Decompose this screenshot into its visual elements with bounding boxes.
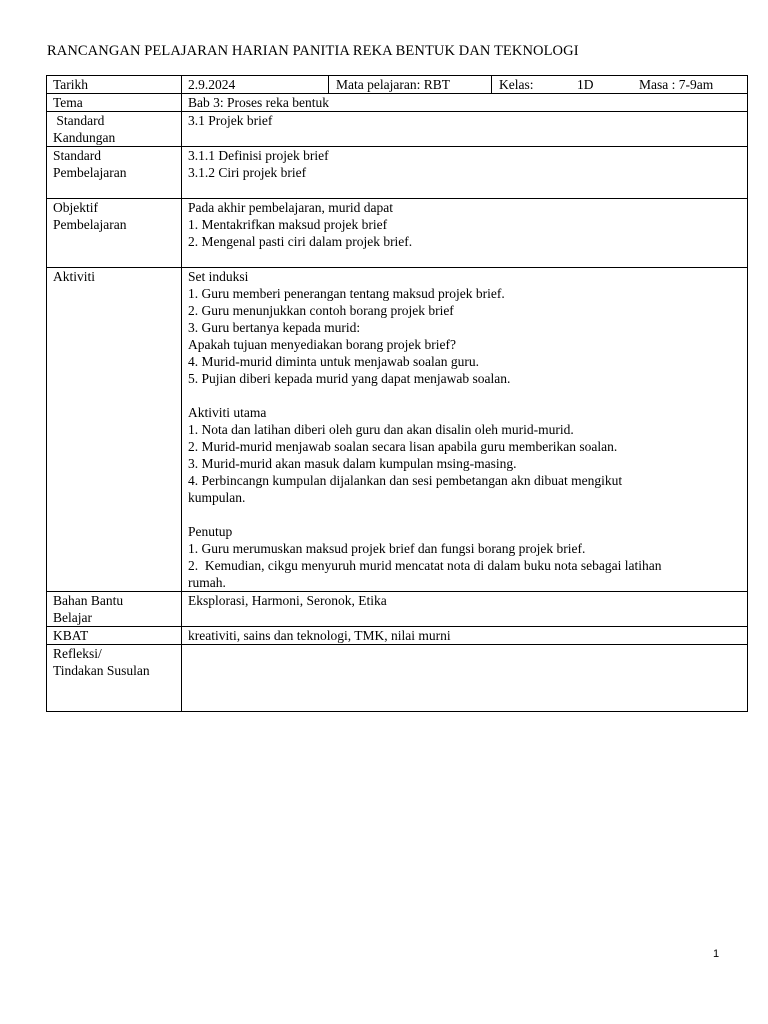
bahan-label-line: Belajar — [53, 610, 92, 625]
sp-label-line: Standard — [53, 148, 101, 163]
tema-value: Bab 3: Proses reka bentuk — [182, 94, 748, 112]
penutup-heading: Penutup — [188, 524, 233, 539]
objektif-line: 1. Mentakrifkan maksud projek brief — [188, 217, 388, 232]
aktiviti-label: Aktiviti — [47, 268, 182, 592]
induksi-heading: Set induksi — [188, 269, 249, 284]
bahan-label-line: Bahan Bantu — [53, 593, 124, 608]
objektif-line: 2. Mengenal pasti ciri dalam projek brief. — [188, 234, 413, 249]
date-value: 2.9.2024 — [188, 76, 329, 93]
refleksi-value — [182, 645, 748, 712]
tarikh-label: Tarikh — [47, 76, 182, 94]
row-kbat — [47, 627, 748, 645]
objektif-line: Pada akhir pembelajaran, murid dapat — [188, 200, 394, 215]
row-objektif — [47, 199, 748, 268]
lesson-plan-table — [46, 75, 748, 712]
class-value: 1D — [577, 77, 594, 92]
objektif-label — [47, 199, 182, 268]
utama-line: kumpulan. — [188, 490, 246, 505]
utama-line: 2. Murid-murid menjawab soalan secara lisan apabila guru memberikan soalan. — [188, 439, 618, 454]
sp-label-line: Pembelajaran — [53, 165, 127, 180]
objektif-label-line: Objektif — [53, 200, 98, 215]
sk-value: 3.1 Projek brief — [182, 112, 748, 147]
kbat-value: kreativiti, sains dan teknologi, TMK, nilai murni — [182, 627, 748, 645]
page-title: RANCANGAN PELAJARAN HARIAN PANITIA REKA BENTUK DAN TEKNOLOGI — [47, 43, 579, 59]
induksi-line: Apakah tujuan menyediakan borang projek brief? — [188, 337, 457, 352]
induksi-line: 1. Guru memberi penerangan tentang maksud projek brief. — [188, 286, 505, 301]
utama-line: 3. Murid-murid akan masuk dalam kumpulan msing-masing. — [188, 456, 517, 471]
sp-line: 3.1.2 Ciri projek brief — [188, 165, 307, 180]
row-standard-pembelajaran — [47, 147, 748, 199]
penutup-line: rumah. — [188, 575, 226, 590]
sk-label-line: Standard — [53, 113, 105, 128]
sp-line: 3.1.1 Definisi projek brief — [188, 148, 329, 163]
refleksi-label-line: Refleksi/ — [53, 646, 102, 661]
row-tema — [47, 94, 748, 112]
penutup-line: 2. Kemudian, cikgu menyuruh murid mencatat nota di dalam buku nota sebagai latihan — [188, 558, 662, 573]
row-header — [47, 76, 748, 94]
utama-line: 4. Perbincangn kumpulan dijalankan dan sesi pembetangan akn dibuat mengikut — [188, 473, 623, 488]
kbat-label: KBAT — [47, 627, 182, 645]
subject-value: Mata pelajaran: RBT — [336, 76, 492, 93]
induksi-line: 4. Murid-murid diminta untuk menjawab soalan guru. — [188, 354, 479, 369]
objektif-value — [182, 199, 748, 268]
objektif-label-line: Pembelajaran — [53, 217, 127, 232]
refleksi-label — [47, 645, 182, 712]
time-value: Masa : 7-9am — [639, 77, 714, 92]
tema-label: Tema — [47, 94, 182, 112]
utama-line: 1. Nota dan latihan diberi oleh guru dan akan disalin oleh murid-murid. — [188, 422, 574, 437]
bahan-label — [47, 592, 182, 627]
row-bahan-bantu — [47, 592, 748, 627]
sp-value — [182, 147, 748, 199]
induksi-line: 5. Pujian diberi kepada murid yang dapat menjawab soalan. — [188, 371, 511, 386]
row-standard-kandungan — [47, 112, 748, 147]
class-label: Kelas: — [499, 77, 534, 92]
penutup-line: 1. Guru merumuskan maksud projek brief dan fungsi borang projek brief. — [188, 541, 586, 556]
induksi-line: 3. Guru bertanya kepada murid: — [188, 320, 361, 335]
aktiviti-value — [182, 268, 748, 592]
bahan-value: Eksplorasi, Harmoni, Seronok, Etika — [182, 592, 748, 627]
utama-heading: Aktiviti utama — [188, 405, 267, 420]
sk-label — [47, 112, 182, 147]
page-number: 1 — [713, 948, 720, 960]
refleksi-label-line: Tindakan Susulan — [53, 663, 150, 678]
header-cells — [182, 76, 748, 94]
row-refleksi — [47, 645, 748, 712]
row-aktiviti — [47, 268, 748, 592]
sp-label — [47, 147, 182, 199]
induksi-line: 2. Guru menunjukkan contoh borang projek brief — [188, 303, 454, 318]
sk-label-line: Kandungan — [53, 130, 116, 145]
